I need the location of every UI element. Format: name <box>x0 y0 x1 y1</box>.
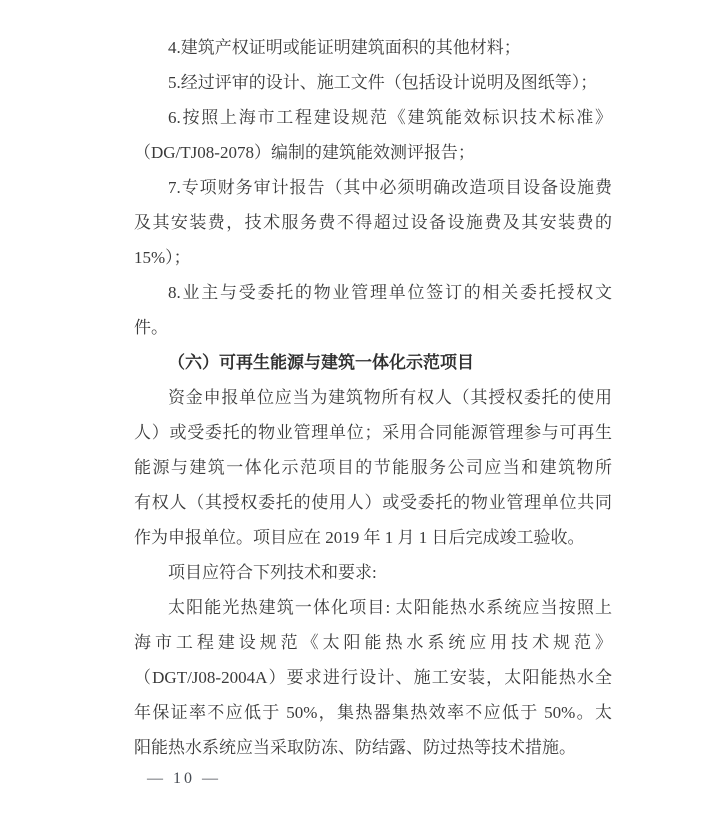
section-heading: （六）可再生能源与建筑一体化示范项目 <box>168 353 474 372</box>
list-item-8-line-1: 8.业主与受委托的物业管理单位签订的相关委托授权文 <box>168 283 612 302</box>
list-item-6-line-1: 6.按照上海市工程建设规范《建筑能效标识技术标准》 <box>168 108 612 127</box>
paragraph-line: 资金申报单位应当为建筑物所有权人（其授权委托的使用 <box>168 388 612 407</box>
paragraph-line: 阳能热水系统应当采取防冻、防结露、防过热等技术措施。 <box>134 738 576 757</box>
paragraph-line: （DGT/J08-2004A）要求进行设计、施工安装，太阳能热水全 <box>134 668 612 687</box>
list-item-8-line-2: 件。 <box>134 318 168 337</box>
paragraph-line: 年保证率不应低于 50%，集热器集热效率不应低于 50%。太 <box>134 703 612 722</box>
paragraph-line: 太阳能光热建筑一体化项目: 太阳能热水系统应当按照上 <box>168 598 612 617</box>
paragraph-line: 人）或受委托的物业管理单位；采用合同能源管理参与可再生 <box>134 423 612 442</box>
page-number: — 10 — <box>147 770 221 787</box>
list-item-7-line-1: 7.专项财务审计报告（其中必须明确改造项目设备设施费 <box>168 178 612 197</box>
list-item-7-line-2: 及其安装费，技术服务费不得超过设备设施费及其安装费的 <box>134 213 612 232</box>
document-body <box>134 30 612 765</box>
paragraph-line: 作为申报单位。项目应在 2019 年 1 月 1 日后完成竣工验收。 <box>134 528 585 547</box>
list-item-7-line-3: 15%）； <box>134 248 191 267</box>
list-item-6-line-2: （DG/TJ08-2078）编制的建筑能效测评报告； <box>134 143 475 162</box>
paragraph-line: 海市工程建设规范《太阳能热水系统应用技术规范》 <box>134 633 612 652</box>
paragraph-line: 项目应符合下列技术和要求: <box>168 563 377 582</box>
paragraph-line: 能源与建筑一体化示范项目的节能服务公司应当和建筑物所 <box>134 458 612 477</box>
list-item-5: 5.经过评审的设计、施工文件（包括设计说明及图纸等）； <box>168 73 598 92</box>
paragraph-line: 有权人（其授权委托的使用人）或受委托的物业管理单位共同 <box>134 493 612 512</box>
list-item-4: 4.建筑产权证明或能证明建筑面积的其他材料； <box>168 38 521 57</box>
